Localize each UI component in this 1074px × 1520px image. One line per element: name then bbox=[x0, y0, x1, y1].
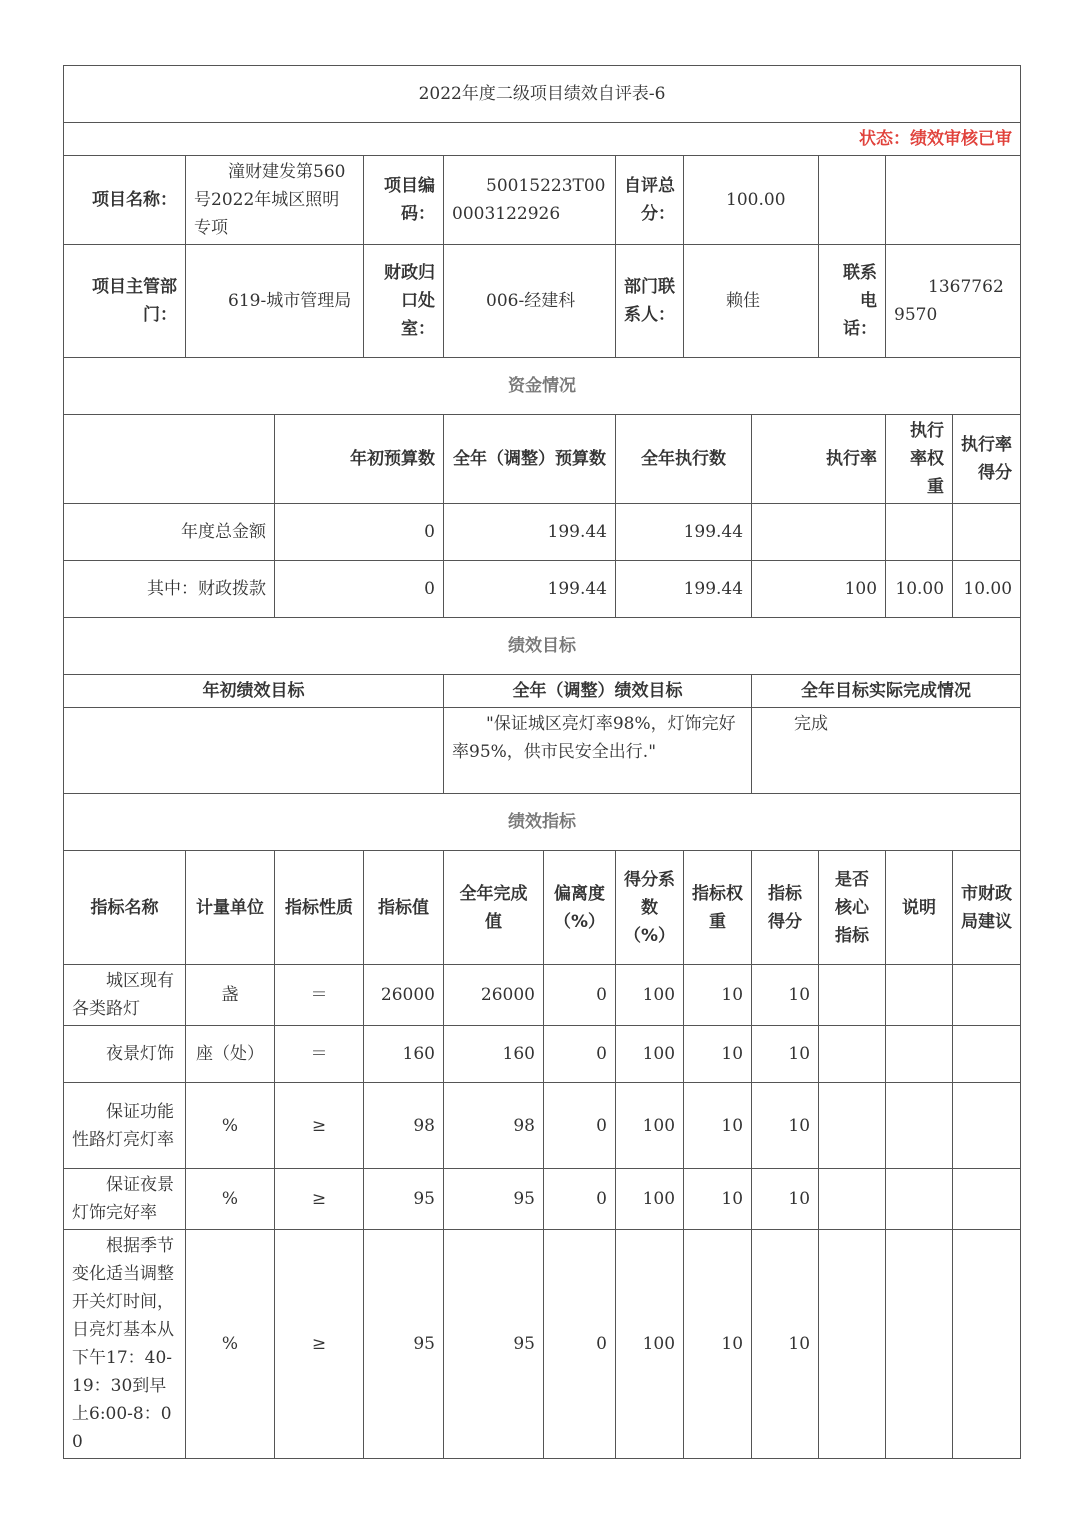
budget-init: 0 bbox=[275, 561, 444, 618]
indicator-name: 保证夜景灯饰完好率 bbox=[64, 1169, 186, 1230]
indicator-header: 市财政局建议 bbox=[953, 851, 1021, 965]
indicator-advice bbox=[953, 1083, 1021, 1169]
indicator-name: 根据季节变化适当调整开关灯时间，日亮灯基本从下午17：40-19：30到早上6:00-8：00 bbox=[64, 1230, 186, 1459]
indicator-deviation: 0 bbox=[544, 1169, 616, 1230]
indicator-unit: % bbox=[186, 1083, 275, 1169]
dept-label: 项目主管部门： bbox=[64, 245, 186, 358]
indicator-actual: 95 bbox=[444, 1169, 544, 1230]
indicator-score: 10 bbox=[752, 1083, 819, 1169]
funds-row-label: 其中：财政拨款 bbox=[64, 561, 275, 618]
indicator-note bbox=[886, 1230, 953, 1459]
indicator-unit: 盏 bbox=[186, 965, 275, 1026]
indicator-header: 指标得分 bbox=[752, 851, 819, 965]
contact: 赖佳 bbox=[684, 245, 819, 358]
project-code-label: 项目编码： bbox=[364, 156, 444, 245]
indicator-coef: 100 bbox=[616, 1026, 684, 1083]
indicator-coef: 100 bbox=[616, 1083, 684, 1169]
indicators-section-title: 绩效指标 bbox=[64, 794, 1021, 851]
indicator-nature: ≥ bbox=[275, 1230, 364, 1459]
indicator-unit: 座（处） bbox=[186, 1026, 275, 1083]
indicator-advice bbox=[953, 1230, 1021, 1459]
indicator-score: 10 bbox=[752, 1169, 819, 1230]
executed: 199.44 bbox=[616, 561, 752, 618]
indicator-target: 26000 bbox=[364, 965, 444, 1026]
project-name-label: 项目名称： bbox=[64, 156, 186, 245]
funds-row-label: 年度总金额 bbox=[64, 504, 275, 561]
funds-header: 年初预算数 bbox=[275, 415, 444, 504]
indicator-actual: 160 bbox=[444, 1026, 544, 1083]
indicator-header: 指标名称 bbox=[64, 851, 186, 965]
indicator-header: 得分系数（%） bbox=[616, 851, 684, 965]
budget-init: 0 bbox=[275, 504, 444, 561]
project-code: 50015223T000003122926 bbox=[444, 156, 616, 245]
indicator-weight: 10 bbox=[684, 1026, 752, 1083]
phone-label: 联系电话： bbox=[819, 245, 886, 358]
indicator-header: 计量单位 bbox=[186, 851, 275, 965]
indicator-target: 98 bbox=[364, 1083, 444, 1169]
table-row bbox=[64, 965, 1021, 1026]
indicator-weight: 10 bbox=[684, 1230, 752, 1459]
evaluation-table bbox=[63, 65, 1021, 1459]
exec-weight: 10.00 bbox=[886, 561, 953, 618]
indicator-weight: 10 bbox=[684, 1169, 752, 1230]
indicator-unit: % bbox=[186, 1230, 275, 1459]
indicator-name: 夜景灯饰 bbox=[64, 1026, 186, 1083]
table-row bbox=[64, 1083, 1021, 1169]
indicator-header: 是否核心指标 bbox=[819, 851, 886, 965]
indicator-nature: ＝ bbox=[275, 965, 364, 1026]
indicator-weight: 10 bbox=[684, 965, 752, 1026]
indicator-note bbox=[886, 965, 953, 1026]
indicator-header: 说明 bbox=[886, 851, 953, 965]
funds-section-title: 资金情况 bbox=[64, 358, 1021, 415]
table-row bbox=[64, 561, 1021, 618]
indicator-core bbox=[819, 1230, 886, 1459]
contact-label: 部门联系人： bbox=[616, 245, 684, 358]
empty-cell bbox=[886, 156, 1021, 245]
table-row bbox=[64, 1026, 1021, 1083]
empty-cell bbox=[64, 415, 275, 504]
funds-header: 执行率得分 bbox=[953, 415, 1021, 504]
goals-header: 全年目标实际完成情况 bbox=[752, 675, 1021, 708]
indicator-note bbox=[886, 1083, 953, 1169]
indicator-name: 保证功能性路灯亮灯率 bbox=[64, 1083, 186, 1169]
table-row bbox=[64, 1169, 1021, 1230]
indicator-unit: % bbox=[186, 1169, 275, 1230]
self-score-label: 自评总分： bbox=[616, 156, 684, 245]
indicator-actual: 98 bbox=[444, 1083, 544, 1169]
indicator-score: 10 bbox=[752, 1230, 819, 1459]
indicator-header: 指标性质 bbox=[275, 851, 364, 965]
self-score: 100.00 bbox=[684, 156, 819, 245]
indicator-score: 10 bbox=[752, 965, 819, 1026]
indicator-target: 95 bbox=[364, 1230, 444, 1459]
dept: 619-城市管理局 bbox=[186, 245, 364, 358]
goals-header: 全年（调整）绩效目标 bbox=[444, 675, 752, 708]
indicator-core bbox=[819, 1169, 886, 1230]
indicator-advice bbox=[953, 1026, 1021, 1083]
executed: 199.44 bbox=[616, 504, 752, 561]
initial-goal bbox=[64, 708, 444, 794]
indicator-name: 城区现有各类路灯 bbox=[64, 965, 186, 1026]
indicator-core bbox=[819, 1083, 886, 1169]
indicator-deviation: 0 bbox=[544, 1083, 616, 1169]
indicator-coef: 100 bbox=[616, 1169, 684, 1230]
indicator-actual: 26000 bbox=[444, 965, 544, 1026]
indicator-core bbox=[819, 965, 886, 1026]
indicator-header: 指标权重 bbox=[684, 851, 752, 965]
funds-header: 全年执行数 bbox=[616, 415, 752, 504]
goals-header: 年初绩效目标 bbox=[64, 675, 444, 708]
status-badge: 状态：绩效审核已审 bbox=[64, 123, 1021, 156]
indicator-core bbox=[819, 1026, 886, 1083]
exec-rate bbox=[752, 504, 886, 561]
empty-cell bbox=[819, 156, 886, 245]
funds-header: 全年（调整）预算数 bbox=[444, 415, 616, 504]
table-row bbox=[64, 1230, 1021, 1459]
indicator-nature: ＝ bbox=[275, 1026, 364, 1083]
exec-rate: 100 bbox=[752, 561, 886, 618]
funds-header: 执行率权重 bbox=[886, 415, 953, 504]
exec-score: 10.00 bbox=[953, 561, 1021, 618]
adjusted-goal: "保证城区亮灯率98%，灯饰完好率95%，供市民安全出行." bbox=[444, 708, 752, 794]
indicator-note bbox=[886, 1169, 953, 1230]
indicator-deviation: 0 bbox=[544, 965, 616, 1026]
funds-header: 执行率 bbox=[752, 415, 886, 504]
indicator-header: 偏离度（%） bbox=[544, 851, 616, 965]
project-name: 潼财建发第560号2022年城区照明专项 bbox=[186, 156, 364, 245]
indicator-nature: ≥ bbox=[275, 1083, 364, 1169]
exec-weight bbox=[886, 504, 953, 561]
office: 006-经建科 bbox=[444, 245, 616, 358]
table-row bbox=[64, 504, 1021, 561]
phone: 13677629570 bbox=[886, 245, 1021, 358]
indicator-header: 全年完成值 bbox=[444, 851, 544, 965]
indicator-deviation: 0 bbox=[544, 1230, 616, 1459]
indicator-coef: 100 bbox=[616, 965, 684, 1026]
page-title: 2022年度二级项目绩效自评表-6 bbox=[64, 66, 1021, 123]
indicator-target: 160 bbox=[364, 1026, 444, 1083]
actual-completion: 完成 bbox=[752, 708, 1021, 794]
indicator-header: 指标值 bbox=[364, 851, 444, 965]
indicator-deviation: 0 bbox=[544, 1026, 616, 1083]
budget-adj: 199.44 bbox=[444, 504, 616, 561]
goals-section-title: 绩效目标 bbox=[64, 618, 1021, 675]
indicator-actual: 95 bbox=[444, 1230, 544, 1459]
indicator-nature: ≥ bbox=[275, 1169, 364, 1230]
indicator-note bbox=[886, 1026, 953, 1083]
budget-adj: 199.44 bbox=[444, 561, 616, 618]
exec-score bbox=[953, 504, 1021, 561]
indicator-weight: 10 bbox=[684, 1083, 752, 1169]
indicator-score: 10 bbox=[752, 1026, 819, 1083]
indicator-advice bbox=[953, 965, 1021, 1026]
indicator-coef: 100 bbox=[616, 1230, 684, 1459]
indicator-advice bbox=[953, 1169, 1021, 1230]
indicator-target: 95 bbox=[364, 1169, 444, 1230]
office-label: 财政归口处室： bbox=[364, 245, 444, 358]
